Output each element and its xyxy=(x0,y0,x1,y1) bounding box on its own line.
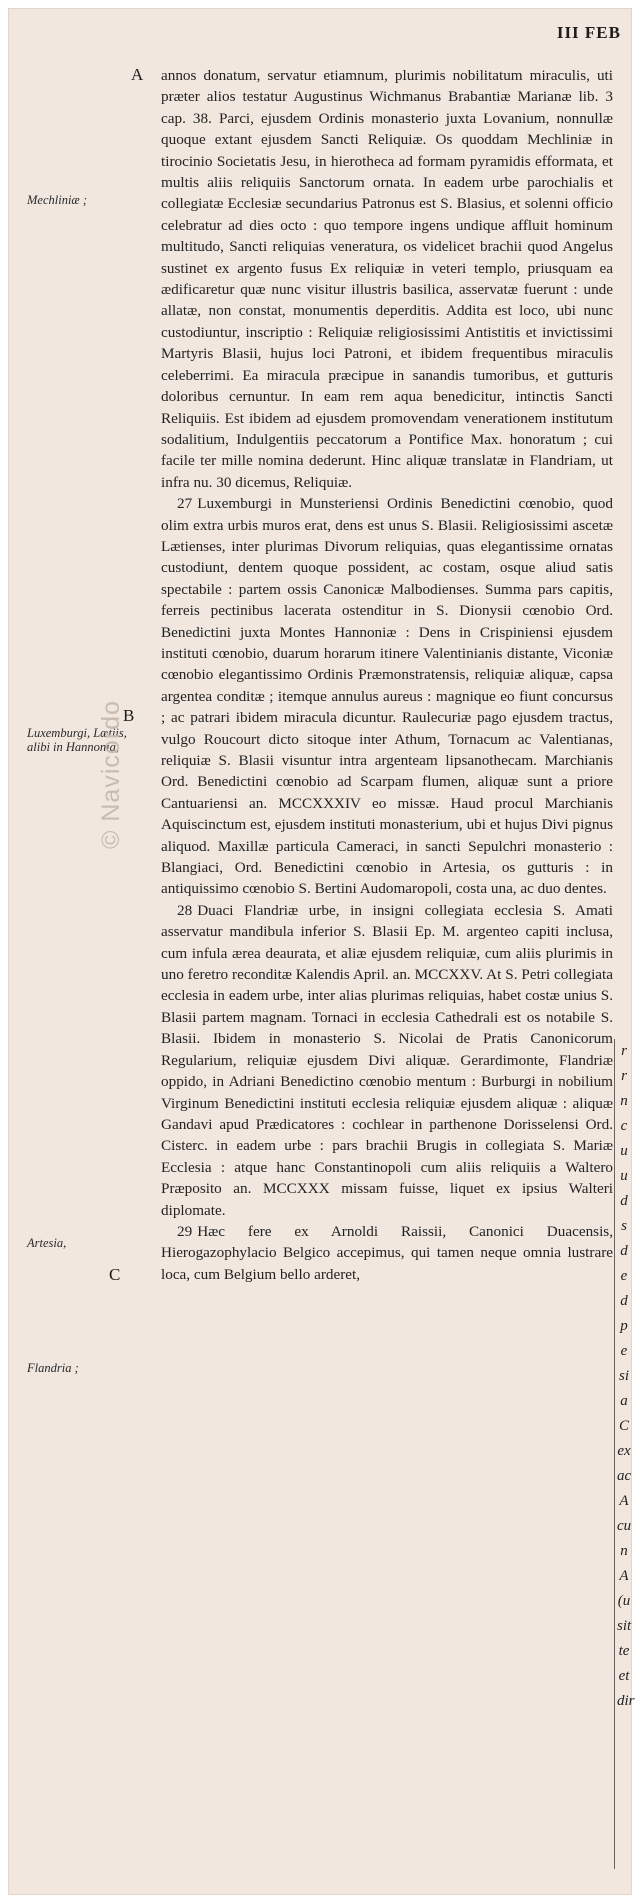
facing-page-fragment: et xyxy=(618,1668,630,1684)
facing-page-fragment: e xyxy=(620,1268,628,1284)
facing-page-fragment: si xyxy=(618,1368,629,1384)
facing-page-fragment: u xyxy=(620,1143,628,1159)
facing-page-fragment: n xyxy=(620,1543,628,1559)
facing-page-fragment: d xyxy=(620,1293,628,1309)
facing-page-fragment: p xyxy=(620,1318,628,1334)
facing-page-fragment: d xyxy=(620,1243,628,1259)
facing-page-rule xyxy=(614,1039,615,1869)
sidenote-flandria: Flandria ; xyxy=(27,1361,79,1375)
facing-page-fragment: e xyxy=(620,1343,628,1359)
paragraph-number: 29 xyxy=(177,1222,193,1240)
facing-page-fragment: (u xyxy=(617,1593,631,1609)
facing-page-fragment: r xyxy=(621,1043,627,1059)
facing-page-fragment: c xyxy=(620,1118,628,1134)
facing-page-fragment: A xyxy=(619,1493,629,1509)
running-head: III FEB xyxy=(556,23,621,42)
paragraph-26-continuation: annos donatum, servatur etiamnum, plurimis nobilitatum miraculis, uti præter alios testatur Augustinus Wichmanus Brabantiæ Marianæ lib. 3 cap. 38. Parci, ejusdem Ordinis monasterio juxta Lovanium, nonnullæ quoque extant ejusdem Sancti Reliquiæ. Os quoddam Mechliniæ in tirocinio Societatis Jesu, in hierotheca ad formam pyramidis efformata, et multis aliis reliquiis Sanctorum ornata. In eadem urbe parochialis et collegiatæ Ecclesiæ secundarius Patronus est S. Blasius, et solenni officio celebratur ad dies octo : quo tempore ingens undique affluit hominum multitudo, Sancti reliquias veneratura, os videlicet brachii quod Angelus sustinet ex argento fusus Ex reliquiæ in veteri templo, priusquam ea ædificaretur quæ nunc visitur illustris basilica, asservatæ fuerunt : unde allatæ, non constat, monumentis deperditis. Addita est loco, ubi nunc custodiuntur, inscriptio : Reliquiæ religiosissimi Antistitis et invictissimi Martyris Blasii, hujus loci Patroni, et ibidem frequentibus miraculis celeberrimi. Ea miracula præcipue in sanandis tumoribus, et gutturis doloribus cernuntur. In eam rem aqua benedicitur, intinctis Sancti Reliquiis. Est ibidem ad ejusdem promovendam venerationem institutum sodalitium, Indulgentiis peccatorum a Pontifice Max. honoratum ; cui facile ter mille nomina dederunt. Hinc aliquæ translatæ in Flandriam, ut infra nu. 30 dicemus, Reliquiæ. xyxy=(161,67,613,491)
facing-page-fragment: r xyxy=(621,1068,627,1084)
paragraph-29 xyxy=(161,1221,613,1285)
facing-page-fragment: cu xyxy=(617,1518,632,1534)
sidenote-luxemburgi: Luxemburgi, Lætiis, alibi in Hannonia, xyxy=(27,726,127,754)
facing-page-fragment: A xyxy=(619,1568,629,1584)
main-text-column xyxy=(161,65,613,1285)
margin-letter-c: C xyxy=(109,1265,121,1284)
paragraph-number: 28 xyxy=(177,901,193,919)
facing-page-fragment: dir xyxy=(617,1693,635,1709)
book-page xyxy=(8,8,635,1895)
facing-page-fragment: a xyxy=(620,1393,628,1409)
paragraph-text: Hæc fere ex Arnoldi Raissii, Canonici Duacensis, Hierogazophylacio Belgico accepimus, qui tamen neque omnia lustrare loca, cum Belgium bello arderet, xyxy=(161,1222,613,1283)
facing-page-fragment: u xyxy=(620,1168,628,1184)
watermark: © Navicordo xyxy=(97,700,125,849)
facing-page-fragment: te xyxy=(618,1643,630,1659)
sidenote-mechliniae: Mechliniæ ; xyxy=(27,193,88,207)
facing-page-fragments xyxy=(617,1039,635,1714)
facing-page-fragment: ex xyxy=(617,1443,631,1459)
margin-letter-b: B xyxy=(123,706,135,725)
paragraph-text: Luxemburgi in Munsteriensi Ordinis Benedictini cœnobio, quod olim extra urbis muros erat, dens est unus S. Blasii. Religiosissimi ascetæ Lætienses, inter plurimas Divorum reliquias, quas elegantissime ornatas custodiunt, dentem quoque possident, ac costam, osque aliud satis spectabile : partem ossis Canonicæ Malbodienses. Summa pars capitis, ferreis pectinibus lacerata ostenditur in S. Dionysii cœnobio Ord. Benedictini juxta Montes Hannoniæ : Dens in Crispiniensi ejusdem instituti cœnobio, duarum horarum itinere Valentinianis distante, Viconiæ cœnobio elegantissimo Ordinis Præmonstratensis, reliquiæ aliquæ, capsa argentea conditæ ; itemque annulus aureus : magnique eo fiunt concursus ; ac patrari ibidem miracula dicuntur. Raulecuriæ pago ejusdem tractus, vulgo Roucourt dicto sitoque inter Athum, Tornacum ac Valentianas, reliquiæ S. Blasii visuntur intra argenteam lipsanothecam. Marchianis Ord. Benedictini cœnobio ad Scarpam flumen, aliquæ sunt a priore Cantuariensi an. MCCXXXIV eo missæ. Haud procul Marchianis Aquiscinctum est, ejusdem instituti monasterium, ubi et hujus Divi pignus aliquod. Maxillæ particula Cameraci, in sancti Sepulchri monasterio : Blangiaci, Ord. Benedictini cœnobio in Artesia, os gutturis : in antiquissimo cœnobio S. Bertini Audomaropoli, costa una, ac duo dentes. xyxy=(161,495,613,898)
margin-letter-a: A xyxy=(131,65,144,84)
facing-page-fragment: ac xyxy=(617,1468,632,1484)
facing-page-fragment: n xyxy=(620,1093,628,1109)
paragraph-28 xyxy=(161,900,613,1221)
paragraph-27 xyxy=(161,493,613,900)
facing-page-fragment: d xyxy=(620,1193,628,1209)
paragraph-number: 27 xyxy=(177,495,193,513)
sidenote-artesia: Artesia, xyxy=(27,1236,67,1250)
facing-page-fragment: s xyxy=(621,1218,627,1234)
paragraph-text: Duaci Flandriæ urbe, in insigni collegiata ecclesia S. Amati asservatur mandibula inferior S. Blasii Ep. M. argenteo capiti inclusa, cum infula ærea deaurata, et aliæ ejusdem reliquiæ, cum aliis plurimis in uno feretro reconditæ Kalendis April. an. MCCXXV. At S. Petri collegiata ecclesia in eadem urbe, inter alias plurimas reliquias, habet costæ unius S. Blasii partem magnam. Tornaci in ecclesia Cathedrali est os notabile S. Blasii. Ibidem in monasterio S. Nicolai de Pratis Canonicorum Regularium, reliquiæ ejusdem Divi aliquæ. Gerardimonte, Flandriæ oppido, in Adriani Benedictino cœnobio mentum : Burburgi in nobilium Virginum Benedictini instituti ecclesia reliquiæ ejusdem aliquæ : aliquæ Gandavi apud Prædicatores : cochlear in parthenone Dorisselensi Ord. Cisterc. in eadem urbe : pars brachii Brugis in collegiata S. Mariæ Ecclesia : atque hanc Constantinopoli cum aliis reliquiis a Waltero Præposito an. MCCXXX missam fuisse, liquet ex ipsius Walteri diplomate. xyxy=(161,901,613,1219)
facing-page-fragment: C xyxy=(618,1418,629,1434)
facing-page-fragment: sit xyxy=(617,1618,632,1634)
